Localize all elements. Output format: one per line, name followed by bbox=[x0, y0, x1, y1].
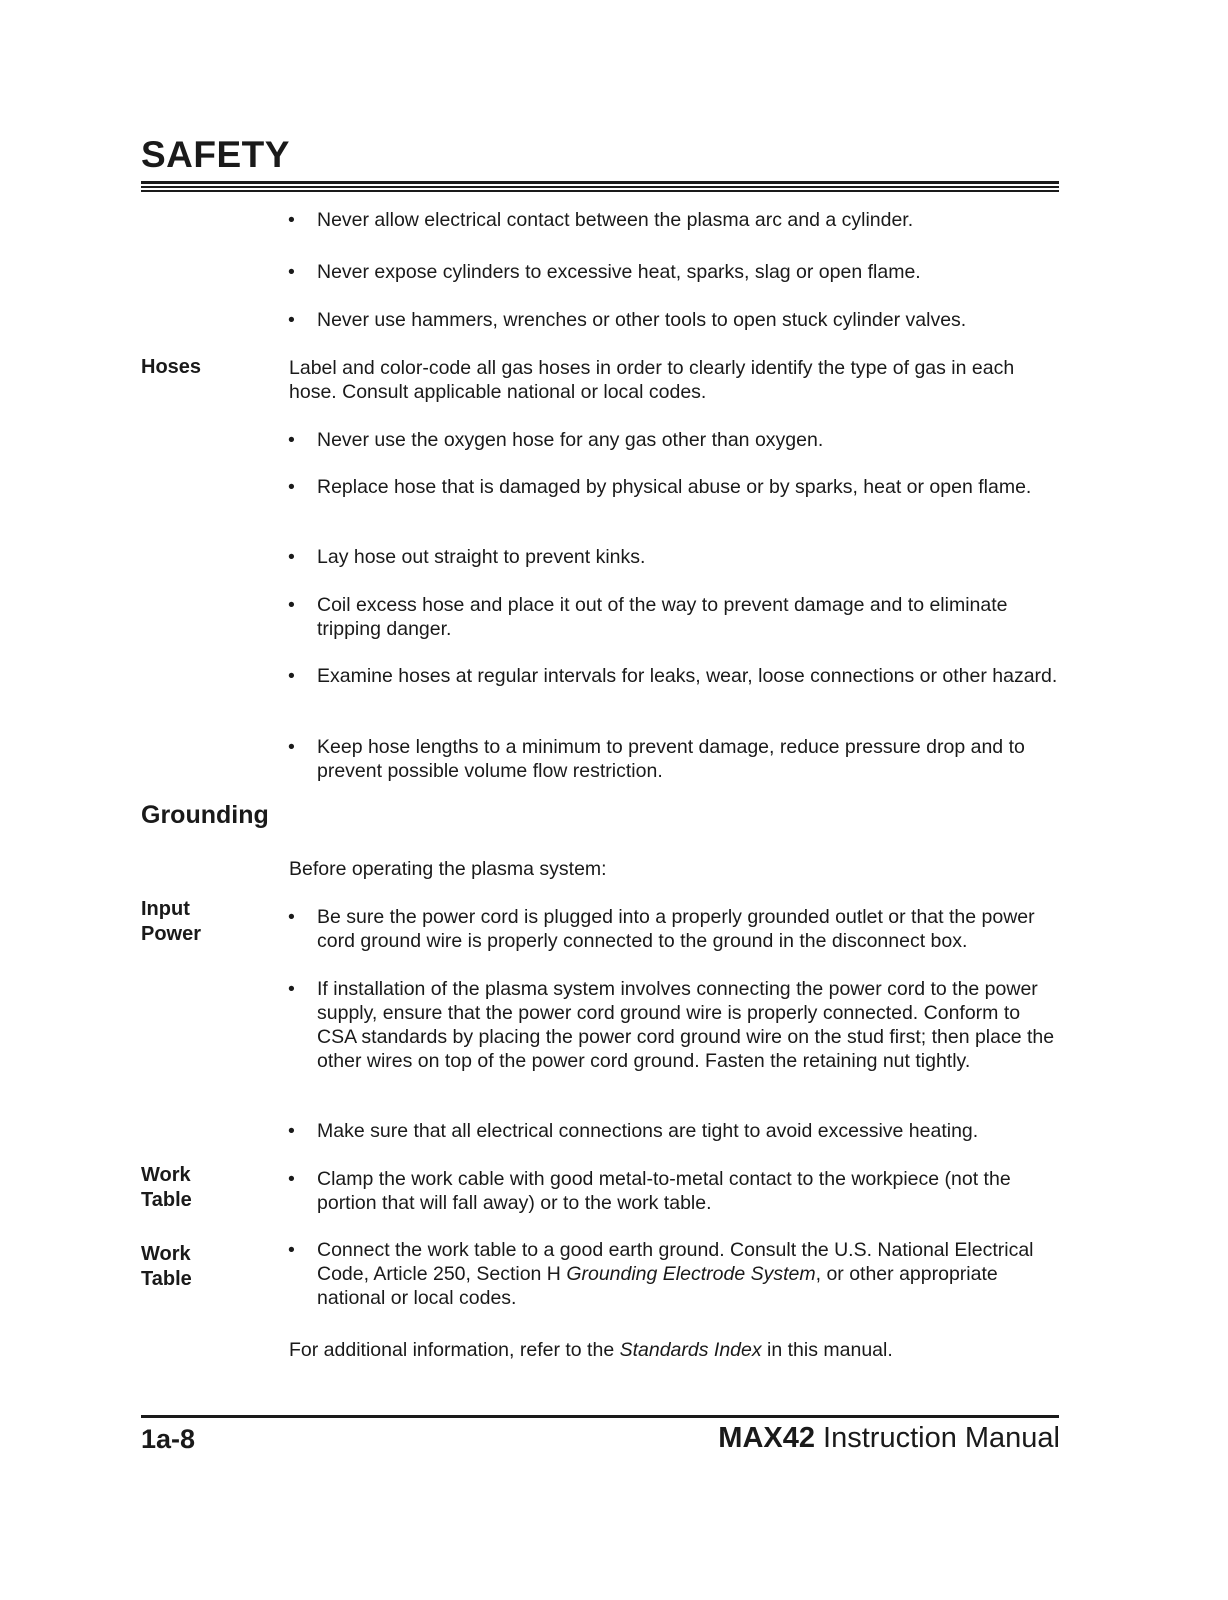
list-item: • Never expose cylinders to excessive heat, sparks, slag or open flame. bbox=[288, 261, 921, 283]
section-label-input-power: Input Power bbox=[141, 898, 202, 945]
list-item: • Never allow electrical contact between the plasma arc and a cylinder. bbox=[288, 209, 914, 231]
bullet-icon: • bbox=[288, 209, 295, 231]
bullet-icon: • bbox=[288, 429, 295, 451]
list-item: • Coil excess hose and place it out of the way to prevent damage and to eliminate tripping danger. bbox=[288, 594, 1008, 640]
list-item: • Never use hammers, wrenches or other tools to open stuck cylinder valves. bbox=[288, 309, 967, 331]
bullet-icon: • bbox=[288, 476, 295, 498]
bullet-icon: • bbox=[288, 594, 295, 616]
header-rule bbox=[141, 186, 1059, 188]
list-item: • Be sure the power cord is plugged into a properly grounded outlet or that the power cord ground wire is properly connected to the ground in the disconnect box. bbox=[288, 906, 1035, 952]
list-item: • If installation of the plasma system involves connecting the power cord to the power supply, ensure that the power cord ground wire is properly connected. Conform to CSA standards by placing the power cord ground wire on the stud first; then place the other wires on top of the power cord ground. Fasten the retaining nut tightly. bbox=[288, 978, 1055, 1072]
section-label-work-table: Work Table bbox=[141, 1164, 192, 1211]
bullet-icon: • bbox=[288, 1120, 295, 1142]
list-item: • Never use the oxygen hose for any gas other than oxygen. bbox=[288, 429, 824, 451]
bullet-icon: • bbox=[288, 906, 295, 928]
bullet-icon: • bbox=[288, 736, 295, 758]
section-label-hoses: Hoses bbox=[141, 356, 202, 378]
page-title: SAFETY bbox=[141, 134, 290, 175]
bullet-icon: • bbox=[288, 309, 295, 331]
bullet-icon: • bbox=[288, 1239, 295, 1261]
list-item: • Lay hose out straight to prevent kinks. bbox=[288, 546, 646, 568]
list-item: • Keep hose lengths to a minimum to prevent damage, reduce pressure drop and to prevent possible volume flow restriction. bbox=[288, 736, 1025, 782]
hoses-intro: Label and color-code all gas hoses in order to clearly identify the type of gas in each hose. Consult applicable national or local codes. bbox=[289, 357, 1015, 403]
bullet-icon: • bbox=[288, 1168, 295, 1190]
list-item: • Connect the work table to a good earth ground. Consult the U.S. National Electrical Code, Article 250, Section H Grounding Electrode System, or other appropriate national or local codes. bbox=[288, 1239, 1034, 1309]
bullet-icon: • bbox=[288, 546, 295, 568]
additional-info-note: For additional information, refer to the Standards Index in this manual. bbox=[289, 1339, 893, 1361]
list-item: • Examine hoses at regular intervals for leaks, wear, loose connections or other hazard. bbox=[288, 665, 1058, 687]
bullet-icon: • bbox=[288, 261, 295, 283]
bullet-icon: • bbox=[288, 665, 295, 687]
list-item: • Clamp the work cable with good metal-to-metal contact to the workpiece (not the portion that will fall away) or to the work table. bbox=[288, 1168, 1011, 1214]
page-number: 1a-8 bbox=[141, 1424, 196, 1454]
list-item: • Replace hose that is damaged by physical abuse or by sparks, heat or open flame. bbox=[288, 476, 1032, 498]
footer-rule bbox=[141, 1415, 1059, 1418]
section-heading-grounding: Grounding bbox=[141, 801, 269, 829]
bullet-icon: • bbox=[288, 978, 295, 1000]
grounding-intro: Before operating the plasma system: bbox=[289, 858, 607, 880]
list-item: • Make sure that all electrical connections are tight to avoid excessive heating. bbox=[288, 1120, 979, 1142]
section-label-work-table: Work Table bbox=[141, 1243, 192, 1290]
manual-title: MAX42 Instruction Manual bbox=[718, 1422, 1060, 1454]
header-rule bbox=[141, 181, 1059, 184]
header-rule bbox=[141, 190, 1059, 192]
